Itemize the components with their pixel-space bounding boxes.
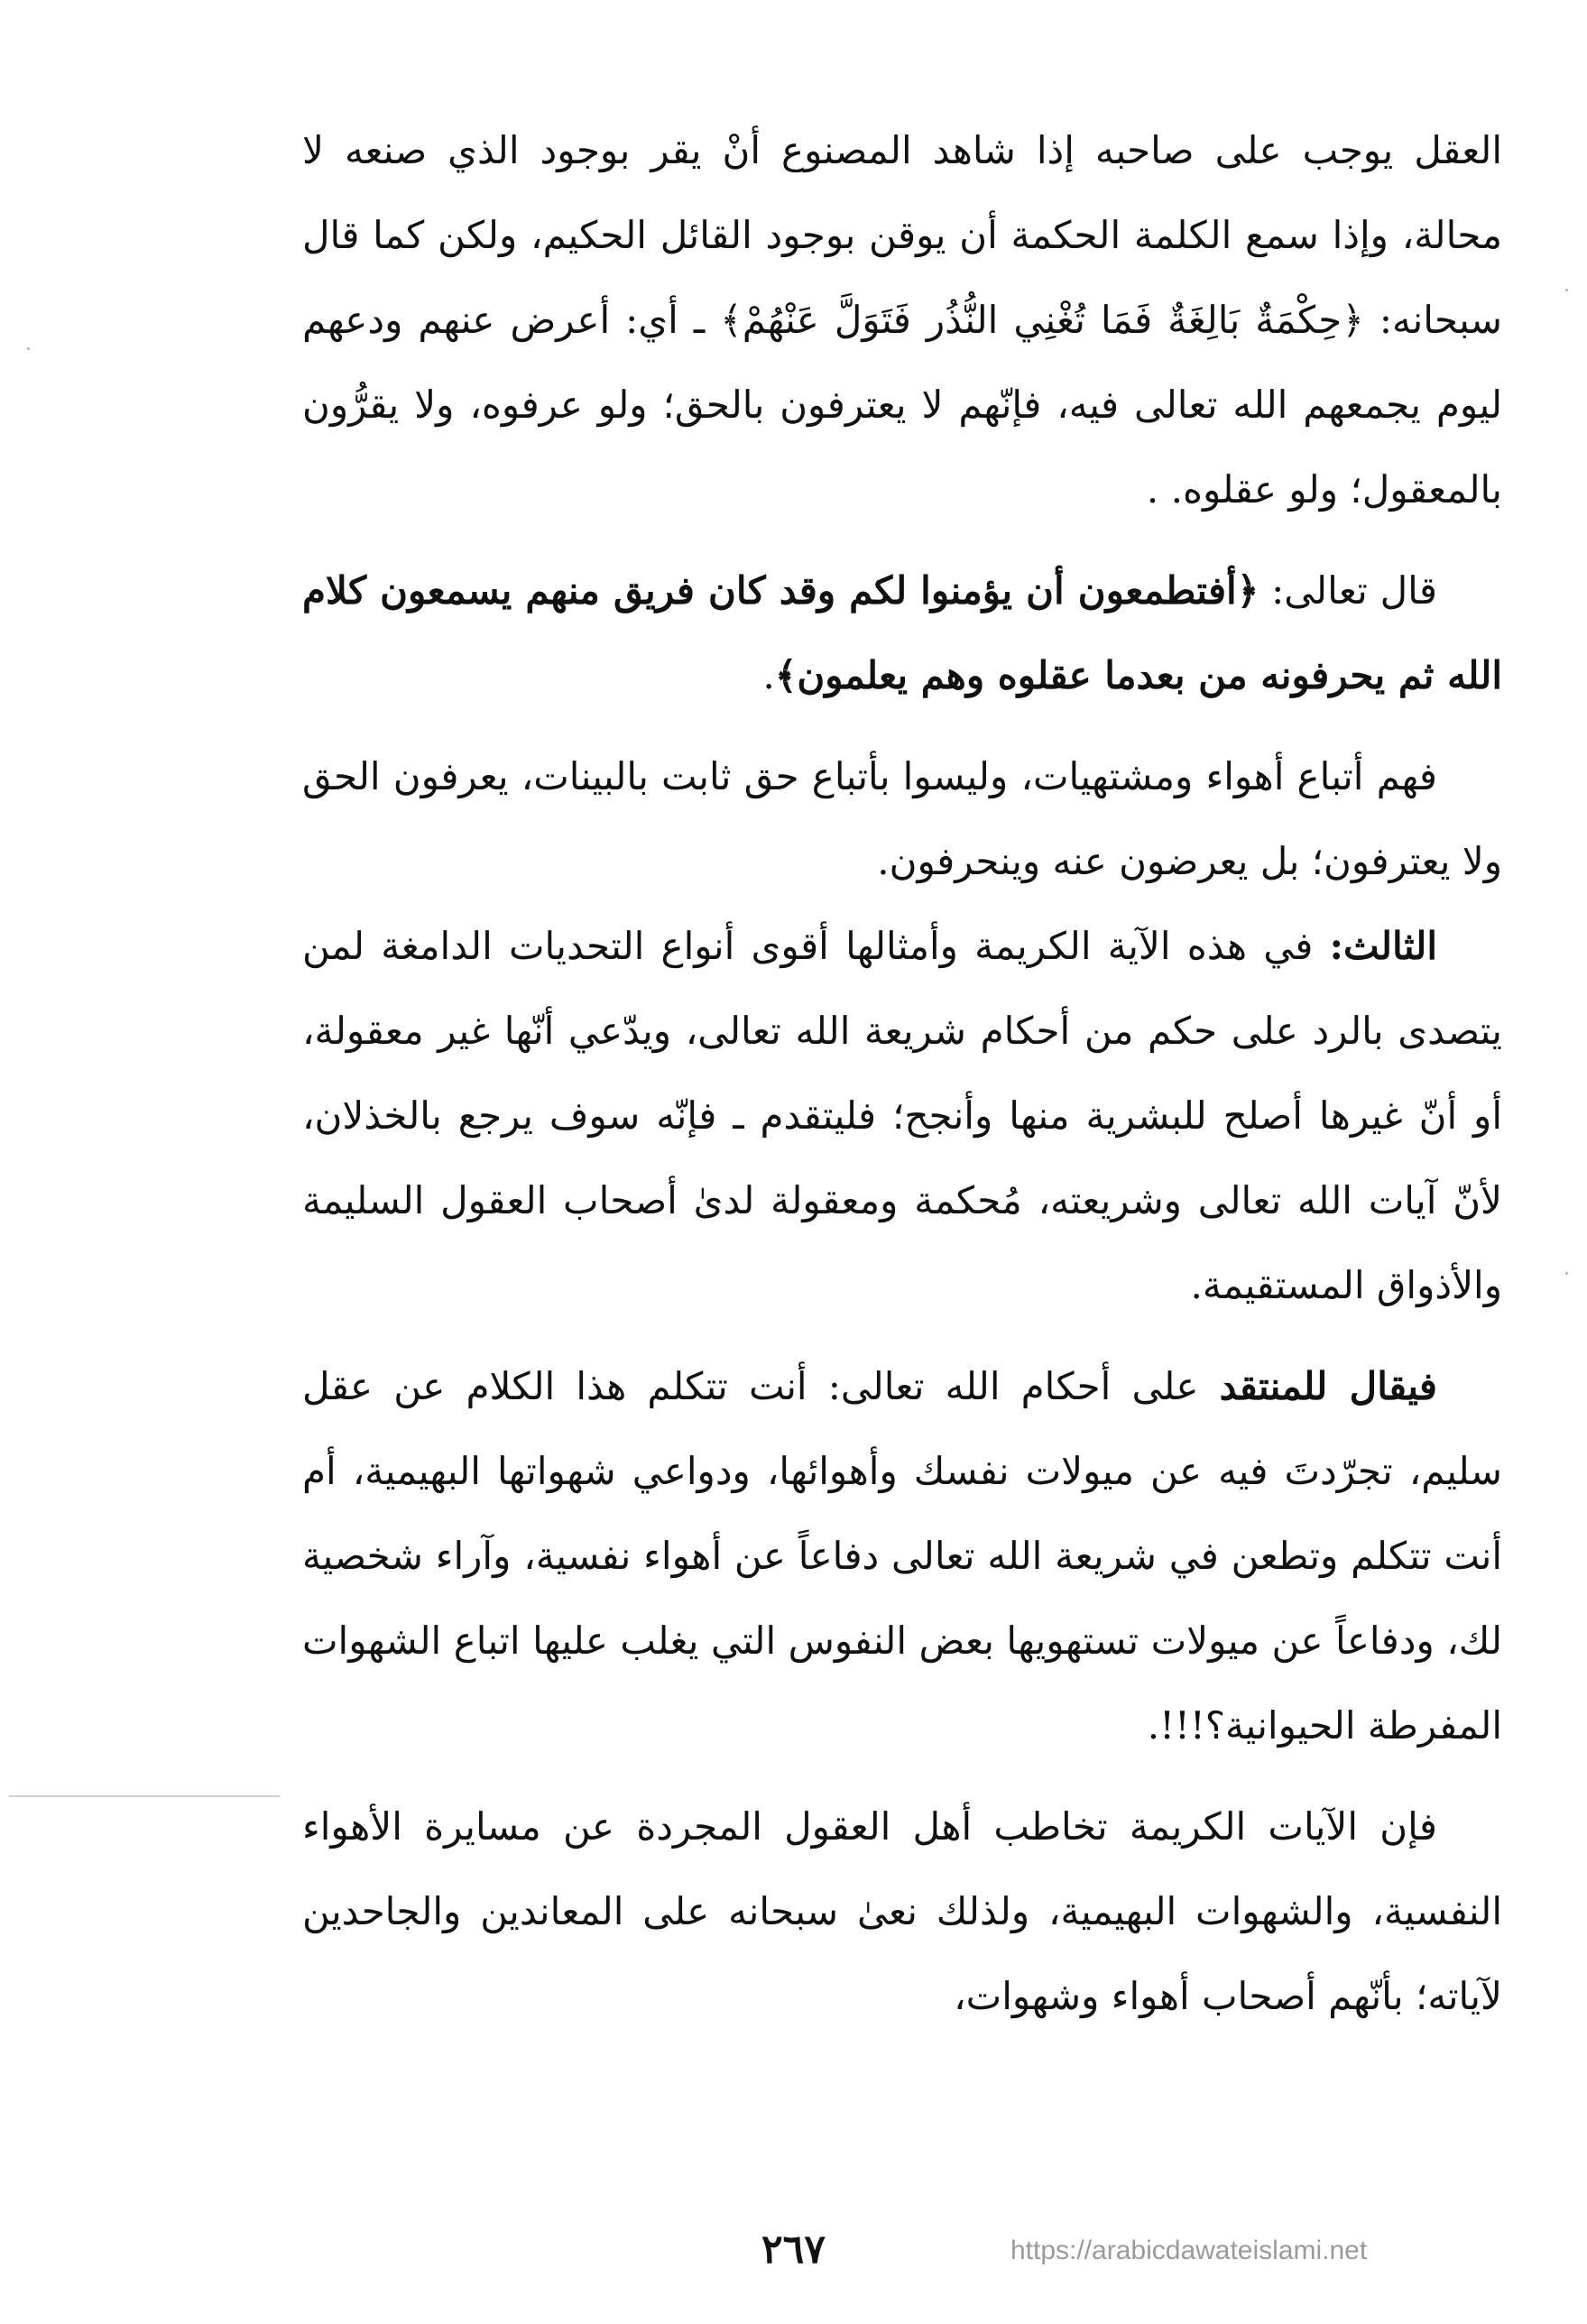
section-heading-third: الثالث: — [1329, 924, 1437, 968]
page-number: ٢٦٧ — [761, 2227, 826, 2273]
paragraph-5 — [302, 1344, 1502, 1768]
quran-verse: ﴿أفتطمعون أن يؤمنوا لكم وقد كان فريق منهم يسمعون كلام الله ثم يحرفونه من بعدما عقلوه وهم يعلمون﴾ — [302, 568, 1502, 697]
quote-lead: قال تعالى: — [1259, 568, 1438, 613]
paragraph-1-text: العقل يوجب على صاحبه إذا شاهد المصنوع أنْ يقر بوجود الذي صنعه لا محالة، وإذا سمع الكلمة الحكمة أن يوقن بوجود القائل الحكيم، ولكن كما قال سبحانه: ﴿حِكْمَةٌ بَالِغَةٌ فَمَا تُغْنِي النُّذُر فَتَوَلَّ عَنْهُمْ﴾ ـ أي: أعرض عنهم ودعهم ليوم يجمعهم الله تعالى فيه، فإنّهم لا يعترفون بالحق؛ ولو عرفوه، ولا يقرُّون بالمعقول؛ ولو عقلوه. . — [302, 128, 1502, 512]
scan-artifact-dot — [1565, 1272, 1568, 1275]
scan-artifact-dot — [27, 347, 30, 350]
paragraph-5-lead: فيقال للمنتقد — [1219, 1364, 1437, 1408]
paragraph-5-text: على أحكام الله تعالى: أنت تتكلم هذا الكلام عن عقل سليم، تجرّدتَ فيه عن ميولات نفسك وأهوائها، ودواعي شهواتها البهيمية، أم أنت تتكلم وتطعن في شريعة الله تعالى دفاعاً عن أهواء نفسية، وآراء شخصية لك، ودفاعاً عن ميولات تستهويها بعض النفوس التي يغلب عليها اتباع الشهوات المفرطة الحيوانية؟!!!. — [302, 1364, 1502, 1748]
scan-artifact-line — [9, 1795, 280, 1797]
source-watermark: https://arabicdawateislami.net — [1010, 2236, 1368, 2265]
paragraph-1 — [302, 108, 1502, 532]
scan-artifact-dot — [1565, 289, 1568, 291]
paragraph-4-text: في هذه الآية الكريمة وأمثالها أقوى أنواع التحديات الدامغة لمن يتصدى بالرد على حكم من أحكام شريعة الله تعالى، ويدّعي أنّها غير معقولة، أو أنّ غيرها أصلح للبشرية منها وأنجح؛ فليتقدم ـ فإنّه سوف يرجع بالخذلان، لأنّ آيات الله تعالى وشريعته، مُحكمة ومعقولة لدىٰ أصحاب العقول السليمة والأذواق المستقيمة. — [302, 924, 1502, 1307]
paragraph-3 — [302, 734, 1502, 904]
paragraph-3-text: فهم أتباع أهواء ومشتهيات، وليسوا بأتباع حق ثابت بالبينات، يعرفون الحق ولا يعترفون؛ بل يعرضون عنه وينحرفون. — [302, 754, 1502, 883]
quote-tail: . — [762, 653, 775, 697]
paragraph-2-quran-quote — [302, 549, 1502, 718]
paragraph-6 — [302, 1784, 1502, 2039]
page-body — [302, 108, 1502, 2039]
paragraph-4-third-point — [302, 904, 1502, 1328]
paragraph-6-text: فإن الآيات الكريمة تخاطب أهل العقول المجردة عن مسايرة الأهواء النفسية، والشهوات البهيمية، ولذلك نعىٰ سبحانه على المعاندين والجاحدين لآياته؛ بأنّهم أصحاب أهواء وشهوات، — [302, 1804, 1502, 2018]
